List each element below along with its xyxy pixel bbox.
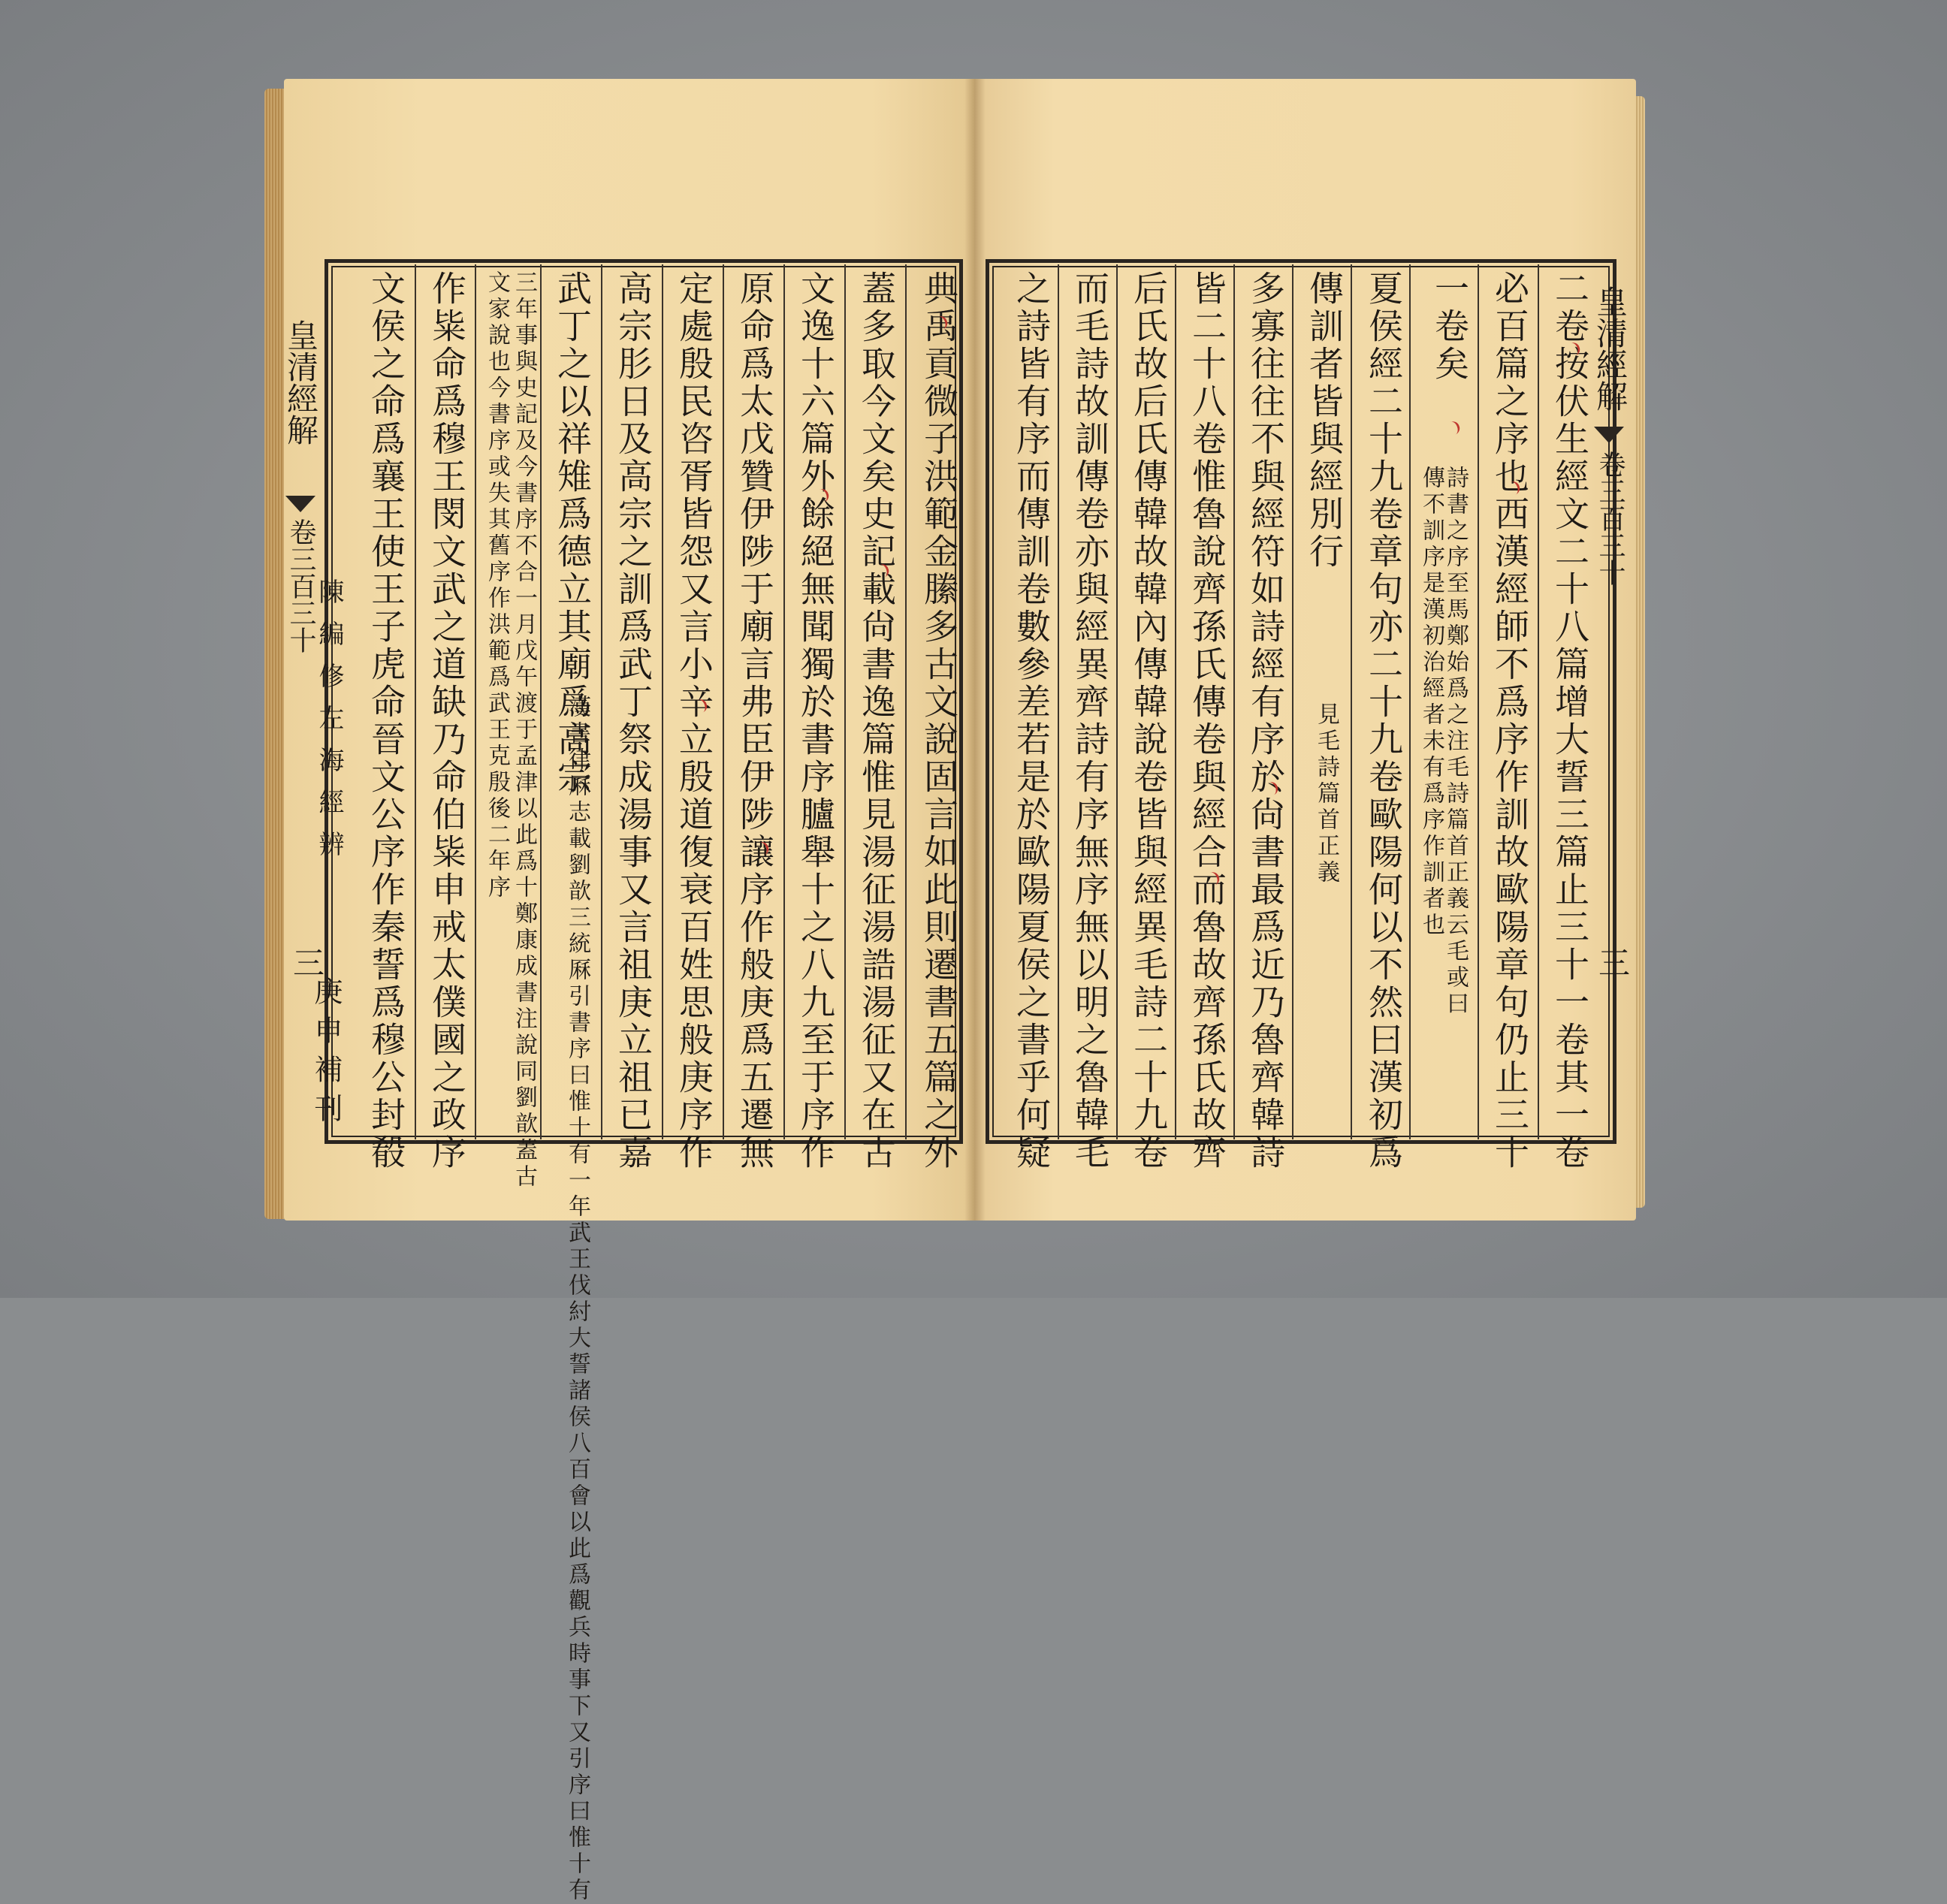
- left-column-4: 原命爲太戊贊伊陟于廟言弗臣伊陟讓序作般庚爲五遷無: [735, 270, 775, 1172]
- right-column-rule: [1409, 264, 1411, 1139]
- right-column-8: 后氏故后氏傳韓故韓內傳韓說卷皆與經異毛詩二十九卷: [1128, 270, 1169, 1172]
- right-column-rule: [1478, 264, 1479, 1139]
- right-note-column-1: 詩書之序至馬鄭始爲之注毛詩篇首正義云毛或曰: [1442, 466, 1469, 1018]
- right-margin-volume: 卷三百三十: [1595, 451, 1626, 586]
- left-column-5: 定處殷民咨胥皆怨又言小辛立殷道復衰百姓思般庚序作: [674, 270, 714, 1172]
- left-margin-title: 皇清經解: [282, 319, 319, 445]
- right-column-rule: [1538, 264, 1539, 1139]
- left-column-3: 文逸十六篇外餘絕無聞獨於書序臚舉十之八九至于序作: [795, 270, 836, 1172]
- right-margin-leaf: 三: [1594, 946, 1631, 978]
- right-column-5: 傳訓者皆與經別行: [1304, 270, 1345, 571]
- left-column-rule: [475, 264, 476, 1139]
- left-column-rule: [540, 264, 542, 1139]
- left-column-2: 蓋多取今文矣史記載尙書逸篇惟見湯征湯誥湯征又在古: [856, 270, 897, 1172]
- right-note-column-2: 傳不訓序是漢初治經者未有爲序作訓者也: [1418, 466, 1444, 939]
- left-note-column-4: 文家說也今書序或失其舊序作洪範爲武王克殷後二年序: [484, 270, 510, 901]
- right-column-10: 之詩皆有序而傳訓卷數參差若是於歐陽夏侯之書乎何疑: [1011, 270, 1052, 1172]
- right-column-6: 多寡往往不與經符如詩經有序於尙書最爲近乃魯齊韓詩: [1245, 270, 1286, 1172]
- left-column-6: 高宗肜日及高宗之訓爲武丁祭成湯事又言祖庚立祖已嘉: [613, 270, 654, 1172]
- left-margin-author: 陳編修左海經辨: [314, 578, 344, 873]
- right-column-rule: [1175, 264, 1176, 1139]
- right-column-2: 必百篇之序也西漢經師不爲序作訓故歐陽章句仍止三十: [1490, 270, 1530, 1172]
- left-margin-edition: 庚申補刊: [309, 976, 343, 1133]
- left-column-7: 武丁之以祥雉爲德立其廟爲高宗: [552, 270, 593, 796]
- left-column-rule: [844, 264, 846, 1139]
- left-column-9: 文侯之命爲襄王使王子虎命晉文公序作秦誓爲穆公封殽: [366, 270, 406, 1172]
- left-column-8: 作粊命爲穆王閔文武之道缺乃命伯粊申戒太僕國之政序: [427, 270, 467, 1172]
- left-column-rule: [905, 264, 907, 1139]
- left-column-rule: [723, 264, 724, 1139]
- left-column-rule: [783, 264, 785, 1139]
- book-gutter: [964, 79, 986, 1221]
- right-column-7: 皆二十八卷惟魯說齊孫氏傳卷與經合而魯故齊孫氏故齊: [1187, 270, 1227, 1172]
- right-column-4: 夏侯經二十九卷章句亦二十九卷歐陽何以不然曰漢初爲: [1363, 270, 1404, 1172]
- right-column-rule: [1058, 264, 1059, 1139]
- left-column-rule: [662, 264, 663, 1139]
- right-column-rule: [1292, 264, 1293, 1139]
- left-note-column-3: 三年事與史記及今書序不合一月戊午渡于孟津以此爲十鄭康成書注說同劉歆蓋古: [511, 270, 537, 1190]
- right-column-rule: [1233, 264, 1235, 1139]
- left-note-column-1: 漢書律厤志載劉歆三統厤引書序曰惟十有一年武王伐紂大誓諸侯八百會以此爲觀兵時事下又引序曰惟十有: [564, 695, 590, 1904]
- right-column-1: 二卷按伏生經文二十八篇增大誓三篇止三十一卷其一卷: [1550, 270, 1590, 1172]
- left-column-rule: [601, 264, 602, 1139]
- right-column-9: 而毛詩故訓傳卷亦與經異齊詩有序無序無以明之魯韓毛: [1070, 270, 1110, 1172]
- right-column-rule: [1116, 264, 1118, 1139]
- left-column-rule: [415, 264, 416, 1139]
- left-margin-volume: 卷三百三十: [285, 518, 316, 653]
- right-note-column-3: 見毛詩篇首正義: [1313, 702, 1339, 886]
- right-margin-title: 皇清經解: [1592, 285, 1629, 412]
- left-column-1: 典禹貢微子洪範金縢多古文說固言如此則遷書五篇之外: [919, 270, 959, 1172]
- left-margin-leaf: 三: [288, 946, 325, 978]
- right-column-rule: [1351, 264, 1352, 1139]
- right-column-3: 一卷矣: [1429, 270, 1470, 383]
